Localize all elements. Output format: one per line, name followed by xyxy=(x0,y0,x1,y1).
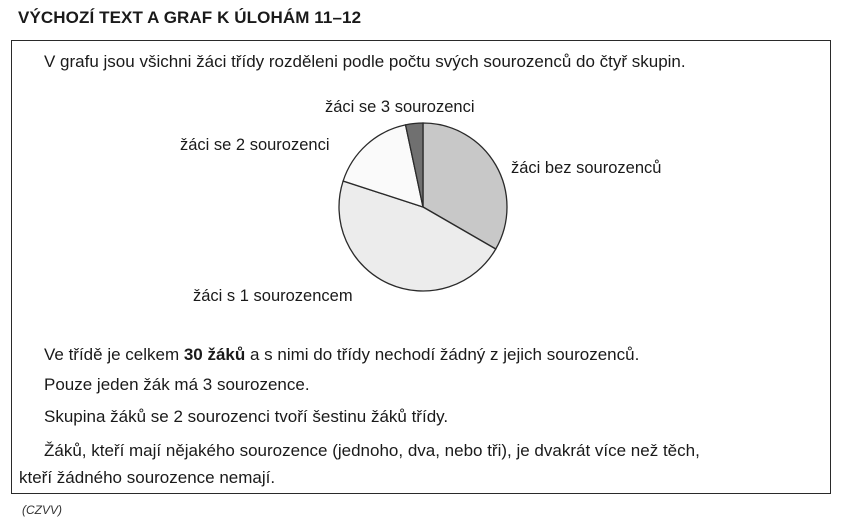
fact-total-bold: 30 žáků xyxy=(183,345,246,364)
label-no-siblings: žáci bez sourozenců xyxy=(511,159,662,177)
label-two-siblings: žáci se 2 sourozenci xyxy=(180,136,330,154)
fact-three-siblings: Pouze jeden žák má 3 sourozence. xyxy=(44,375,310,394)
fact-ratio-line2: kteří žádného sourozence nemají. xyxy=(19,468,276,487)
fact-two-siblings: Skupina žáků se 2 sourozenci tvoří šestinu žáků třídy. xyxy=(44,407,449,426)
fact-total-before: Ve třídě je celkem xyxy=(44,345,184,364)
fact-total-after: a s nimi do třídy nechodí žádný z jejich sourozenců. xyxy=(245,345,640,364)
source-note: (CZVV) xyxy=(22,503,62,517)
pie-slices xyxy=(339,123,507,291)
intro-text: V grafu jsou všichni žáci třídy rozděleni podle počtu svých sourozenců do čtyř skupin. xyxy=(44,52,686,71)
label-one-sibling: žáci s 1 sourozencem xyxy=(193,287,353,305)
label-three-siblings: žáci se 3 sourozenci xyxy=(325,98,475,116)
fact-total-students xyxy=(44,344,639,366)
section-heading: VÝCHOZÍ TEXT A GRAF K ÚLOHÁM 11–12 xyxy=(18,8,362,27)
fact-ratio-line1: Žáků, kteří mají nějakého sourozence (jednoho, dva, nebo tři), je dvakrát více než těch, xyxy=(44,441,700,460)
